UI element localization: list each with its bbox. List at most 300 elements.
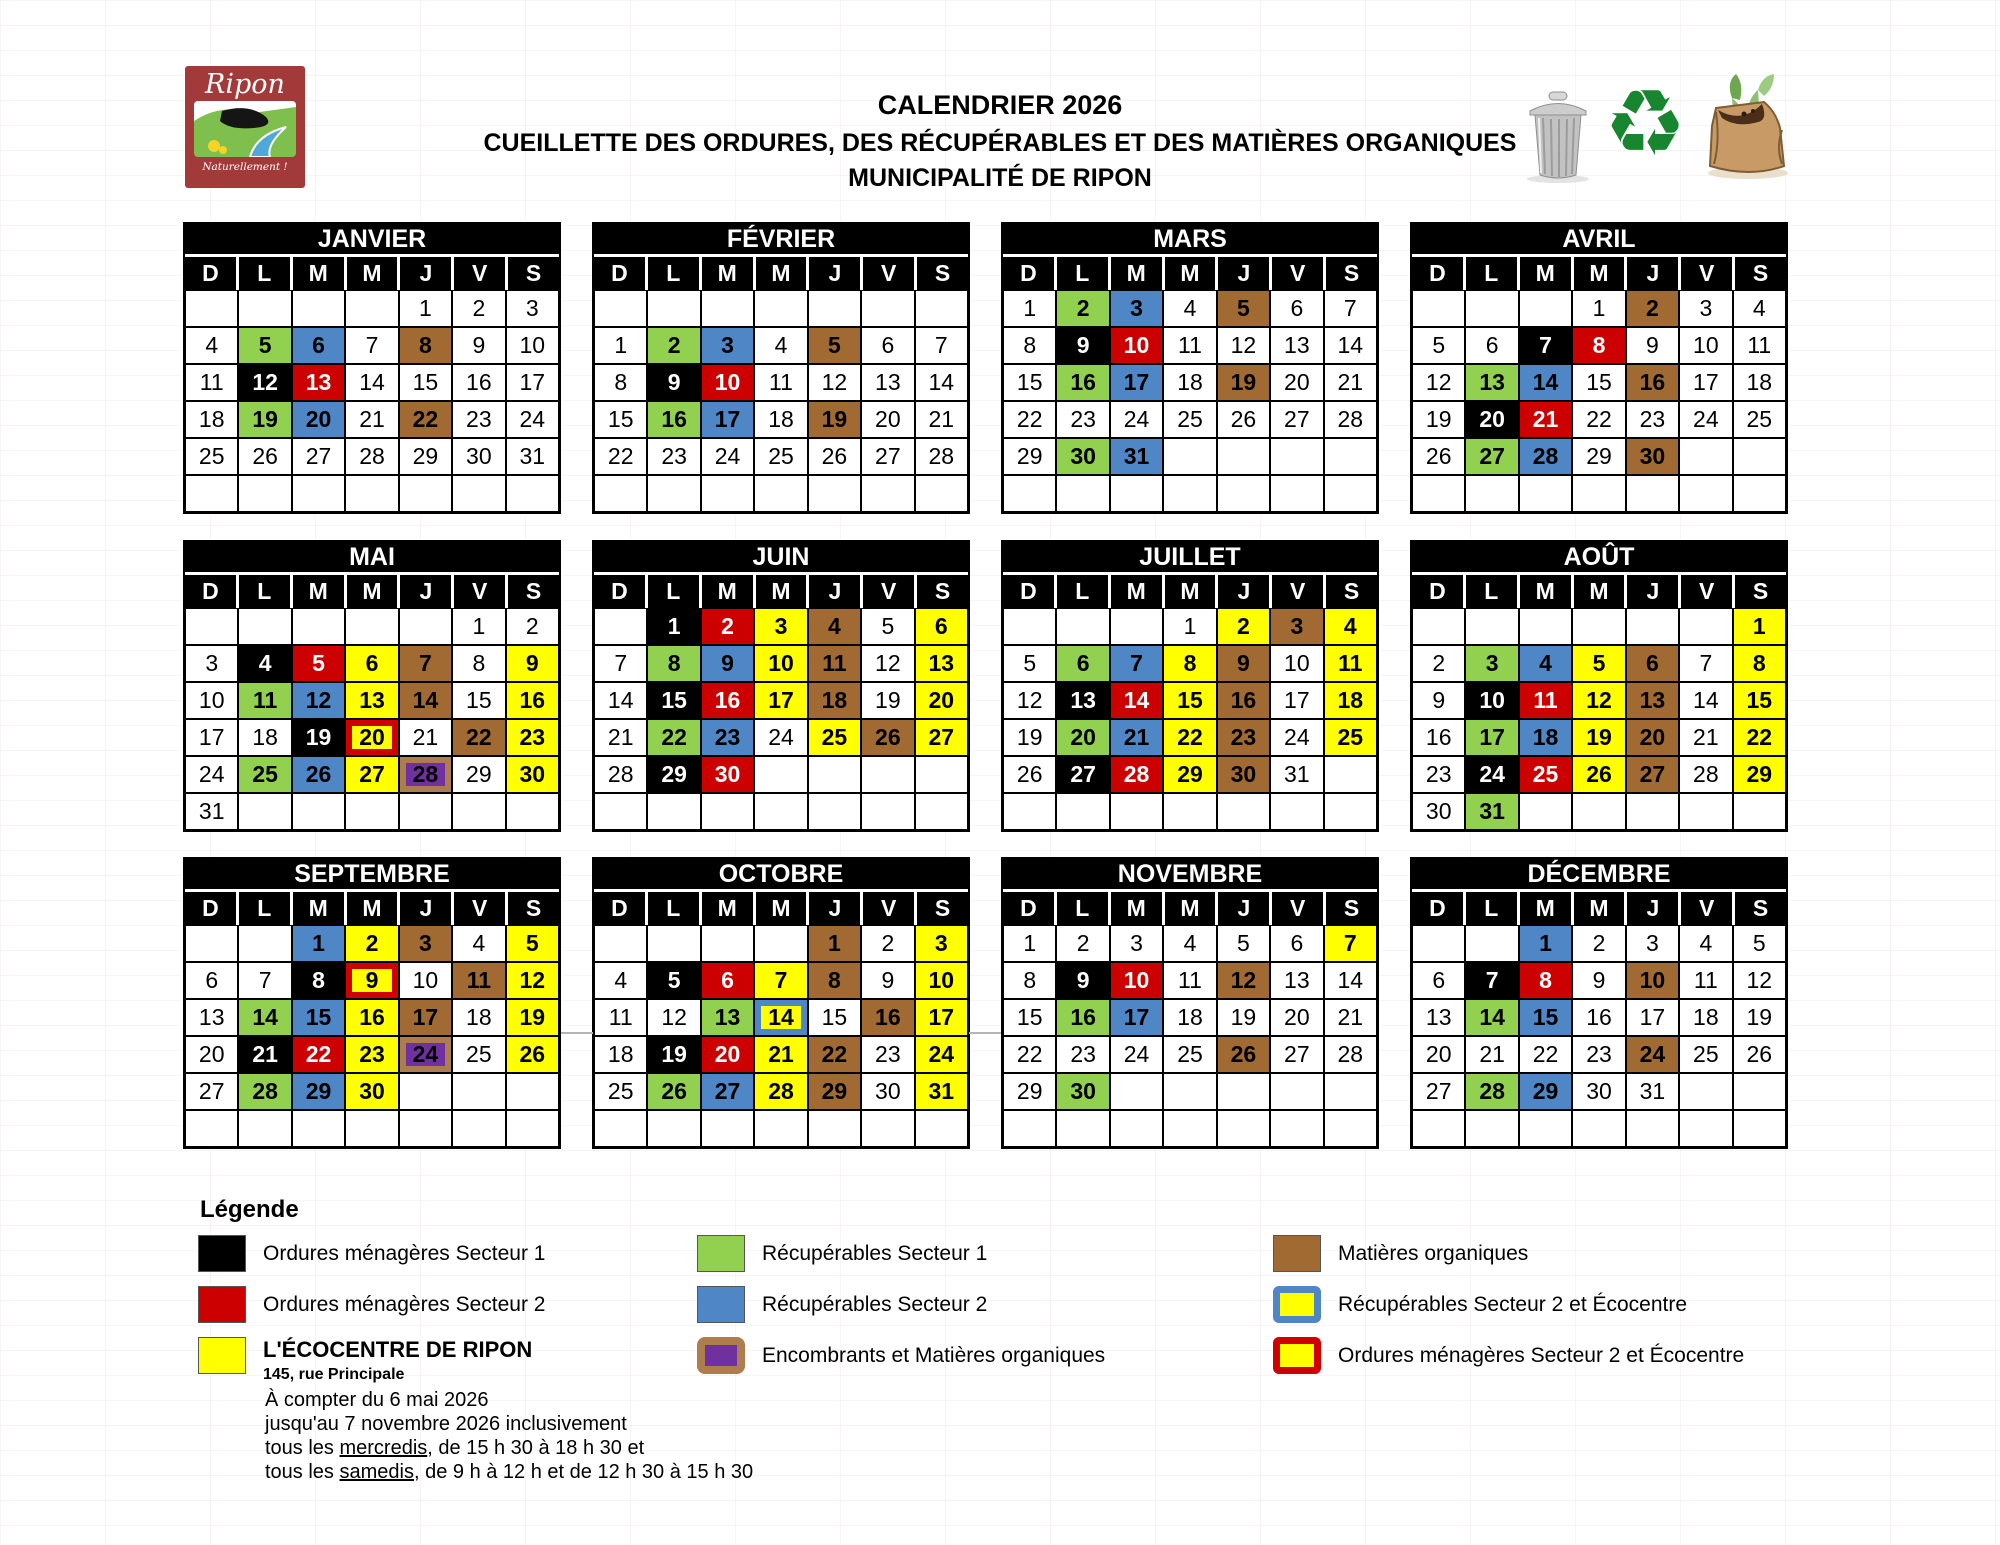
day-cell: 18 <box>1519 719 1572 756</box>
day-cell-empty <box>1572 793 1625 830</box>
day-cell: 25 <box>594 1073 647 1110</box>
day-cell-empty <box>808 475 861 512</box>
day-cell: 19 <box>292 719 345 756</box>
day-cell: 18 <box>185 401 238 438</box>
day-cell-empty <box>647 793 700 830</box>
day-cell: 13 <box>185 999 238 1036</box>
day-cell-empty <box>1003 793 1056 830</box>
weekday-label: S <box>508 257 559 290</box>
day-cell: 29 <box>647 756 700 793</box>
day-cell: 15 <box>808 999 861 1036</box>
day-cell: 12 <box>861 645 914 682</box>
legend-swatch-yb <box>1273 1286 1321 1323</box>
weekday-label: M <box>702 892 756 925</box>
day-cell-empty <box>808 756 861 793</box>
day-cell: 15 <box>594 401 647 438</box>
day-cell-empty <box>594 793 647 830</box>
legend-item <box>1273 1286 1687 1323</box>
legend-label: Récupérables Secteur 1 <box>762 1241 988 1265</box>
day-cell: 24 <box>915 1036 968 1073</box>
day-cell: 8 <box>1163 645 1216 682</box>
day-cell: 6 <box>1465 327 1518 364</box>
day-cell: 5 <box>1412 327 1465 364</box>
day-cell: 19 <box>647 1036 700 1073</box>
day-cell: 30 <box>701 756 754 793</box>
legend-swatch-pbr <box>697 1337 745 1374</box>
legend-swatch-g <box>697 1235 745 1272</box>
weekday-label: S <box>1735 257 1786 290</box>
day-cell: 14 <box>1519 364 1572 401</box>
day-cell: 27 <box>1412 1073 1465 1110</box>
day-cell: 23 <box>1056 401 1109 438</box>
day-cell: 14 <box>594 682 647 719</box>
day-cell: 11 <box>754 364 807 401</box>
day-cell-empty <box>1056 793 1109 830</box>
day-cell: 1 <box>292 925 345 962</box>
day-cell: 3 <box>185 645 238 682</box>
legend-label: Ordures ménagères Secteur 2 <box>263 1292 546 1316</box>
legend-label: Ordures ménagères Secteur 2 et Écocentre <box>1338 1343 1745 1367</box>
weekday-label: V <box>454 575 508 608</box>
day-cell-empty <box>1110 1110 1163 1147</box>
day-cell-empty <box>292 290 345 327</box>
day-cell-empty <box>1519 608 1572 645</box>
day-cell-empty <box>1412 925 1465 962</box>
note-line: À compter du 6 mai 2026 <box>265 1389 489 1411</box>
day-cell: 9 <box>452 327 505 364</box>
weekday-label: D <box>1003 892 1057 925</box>
day-cell: 21 <box>754 1036 807 1073</box>
day-cell: 26 <box>238 438 291 475</box>
weekday-label: M <box>1520 892 1574 925</box>
day-cell: 21 <box>1324 999 1377 1036</box>
day-cell: 9 <box>1056 327 1109 364</box>
day-cell-empty <box>506 1110 559 1147</box>
month-janvier <box>183 222 561 514</box>
day-cell: 8 <box>1003 327 1056 364</box>
day-cell: 7 <box>1110 645 1163 682</box>
day-cell: 28 <box>1679 756 1732 793</box>
day-cell: 10 <box>1679 327 1732 364</box>
day-cell-empty <box>345 793 398 830</box>
day-cell: 2 <box>861 925 914 962</box>
legend-sublabel: 145, rue Principale <box>263 1366 405 1383</box>
day-cell: 28 <box>915 438 968 475</box>
day-cell: 19 <box>1572 719 1625 756</box>
weekday-label: M <box>1111 257 1165 290</box>
day-cell: 14 <box>345 364 398 401</box>
day-cell-empty <box>701 925 754 962</box>
weekday-label: M <box>1574 892 1628 925</box>
page-break-dash <box>561 1032 593 1034</box>
day-cell: 13 <box>1412 999 1465 1036</box>
month-novembre <box>1001 857 1379 1149</box>
day-cell: 12 <box>1733 962 1786 999</box>
day-cell: 29 <box>1733 756 1786 793</box>
day-cell-empty <box>238 793 291 830</box>
day-cell: 4 <box>808 608 861 645</box>
day-cell: 21 <box>1679 719 1732 756</box>
day-cell-empty <box>915 475 968 512</box>
weekday-label: V <box>1681 257 1735 290</box>
weekday-label: L <box>648 257 702 290</box>
day-cell: 8 <box>1572 327 1625 364</box>
day-cell: 11 <box>1324 645 1377 682</box>
day-cell: 23 <box>1572 1036 1625 1073</box>
month-title: AVRIL <box>1412 224 1786 254</box>
day-cell-empty <box>754 925 807 962</box>
day-cell: 28 <box>754 1073 807 1110</box>
day-cell-empty <box>1519 475 1572 512</box>
day-cell-empty <box>594 290 647 327</box>
day-cell: 12 <box>1217 962 1270 999</box>
day-cell: 18 <box>754 401 807 438</box>
day-cell-empty <box>238 475 291 512</box>
day-cell: 21 <box>1110 719 1163 756</box>
month-title: MAI <box>185 542 559 572</box>
day-cell-empty <box>1465 925 1518 962</box>
weekday-label: M <box>293 892 347 925</box>
day-cell: 28 <box>1465 1073 1518 1110</box>
day-cell: 13 <box>1056 682 1109 719</box>
day-cell: 14 <box>1679 682 1732 719</box>
day-cell-empty <box>1679 438 1732 475</box>
month-avril <box>1410 222 1788 514</box>
month-mai <box>183 540 561 832</box>
day-cell: 20 <box>1056 719 1109 756</box>
day-cell-empty <box>1163 793 1216 830</box>
weekday-label: J <box>809 892 863 925</box>
day-cell: 29 <box>1163 756 1216 793</box>
day-cell: 29 <box>1572 438 1625 475</box>
day-cell-empty <box>701 290 754 327</box>
day-cell: 1 <box>1003 290 1056 327</box>
day-cell-empty <box>647 1110 700 1147</box>
day-cell-empty <box>1003 475 1056 512</box>
day-cell-empty <box>1217 1073 1270 1110</box>
day-cell: 9 <box>861 962 914 999</box>
weekday-label: V <box>863 257 917 290</box>
weekday-label: L <box>1466 892 1520 925</box>
day-cell: 10 <box>915 962 968 999</box>
day-cell: 13 <box>292 364 345 401</box>
day-cell: 20 <box>185 1036 238 1073</box>
weekday-label: V <box>863 575 917 608</box>
day-cell: 11 <box>1733 327 1786 364</box>
day-cell-empty <box>754 290 807 327</box>
day-cell: 24 <box>1110 401 1163 438</box>
day-cell: 3 <box>1110 290 1163 327</box>
ecocentre-note <box>265 1388 753 1484</box>
weekday-label: D <box>1003 575 1057 608</box>
day-cell: 27 <box>701 1073 754 1110</box>
day-cell-empty <box>701 793 754 830</box>
weekday-label: M <box>293 575 347 608</box>
day-cell: 26 <box>861 719 914 756</box>
day-cell-empty <box>1217 475 1270 512</box>
day-cell-empty <box>1270 1073 1323 1110</box>
day-cell-empty <box>292 1110 345 1147</box>
weekday-label: M <box>702 575 756 608</box>
day-cell: 8 <box>808 962 861 999</box>
day-cell: 1 <box>1163 608 1216 645</box>
weekday-label: M <box>347 257 401 290</box>
day-cell-empty <box>399 475 452 512</box>
day-cell-empty <box>452 475 505 512</box>
day-cell-empty <box>1733 438 1786 475</box>
day-cell: 4 <box>594 962 647 999</box>
day-cell-empty <box>1412 475 1465 512</box>
day-cell: 4 <box>1324 608 1377 645</box>
day-cell: 15 <box>1003 999 1056 1036</box>
day-cell: 9 <box>701 645 754 682</box>
day-cell: 17 <box>185 719 238 756</box>
day-cell: 14 <box>238 999 291 1036</box>
day-cell-empty <box>1217 1110 1270 1147</box>
day-cell: 9 <box>1572 962 1625 999</box>
day-cell: 30 <box>1572 1073 1625 1110</box>
legend-item <box>198 1286 545 1323</box>
day-cell: 8 <box>1519 962 1572 999</box>
weekday-label: S <box>1326 892 1377 925</box>
day-cell-empty <box>506 475 559 512</box>
legend-item <box>1273 1235 1528 1272</box>
day-cell: 12 <box>506 962 559 999</box>
legend-item <box>697 1337 1105 1374</box>
day-cell-empty <box>1110 608 1163 645</box>
day-cell: 16 <box>701 682 754 719</box>
weekday-label: L <box>1057 575 1111 608</box>
month-juillet <box>1001 540 1379 832</box>
day-cell: 16 <box>647 401 700 438</box>
weekday-label: D <box>185 257 239 290</box>
legend-swatch-b <box>697 1286 745 1323</box>
weekday-label: S <box>508 575 559 608</box>
day-cell-empty <box>861 756 914 793</box>
day-cell-empty <box>1465 1110 1518 1147</box>
day-cell-empty <box>1572 608 1625 645</box>
day-cell: 27 <box>292 438 345 475</box>
day-cell: 25 <box>1519 756 1572 793</box>
day-cell: 5 <box>647 962 700 999</box>
day-cell: 26 <box>1217 1036 1270 1073</box>
month-juin <box>592 540 970 832</box>
day-cell: 22 <box>1163 719 1216 756</box>
day-cell: 26 <box>647 1073 700 1110</box>
day-cell: 6 <box>1270 925 1323 962</box>
day-cell: 9 <box>506 645 559 682</box>
day-cell: 2 <box>1572 925 1625 962</box>
day-cell: 18 <box>594 1036 647 1073</box>
day-cell: 1 <box>399 290 452 327</box>
day-cell: 13 <box>1270 327 1323 364</box>
day-cell: 20 <box>1270 364 1323 401</box>
weekday-label: M <box>756 892 810 925</box>
legend-label: Ordures ménagères Secteur 1 <box>263 1241 546 1265</box>
day-cell: 17 <box>915 999 968 1036</box>
page-municipality: MUNICIPALITÉ DE RIPON <box>848 164 1152 192</box>
weekday-label: L <box>239 257 293 290</box>
day-cell: 17 <box>1679 364 1732 401</box>
day-cell: 12 <box>1572 682 1625 719</box>
day-cell: 22 <box>808 1036 861 1073</box>
day-cell-empty <box>345 1110 398 1147</box>
day-cell: 24 <box>1110 1036 1163 1073</box>
day-cell-empty <box>1519 1110 1572 1147</box>
day-cell-empty <box>1733 1110 1786 1147</box>
day-cell: 5 <box>292 645 345 682</box>
day-cell: 23 <box>647 438 700 475</box>
day-cell: 23 <box>701 719 754 756</box>
month-title: JUIN <box>594 542 968 572</box>
day-cell: 16 <box>1217 682 1270 719</box>
weekday-label: J <box>1627 257 1681 290</box>
day-cell-empty <box>1270 475 1323 512</box>
legend-label: L'ÉCOCENTRE DE RIPON <box>263 1337 533 1362</box>
day-cell-empty <box>399 1073 452 1110</box>
weekday-label: D <box>1003 257 1057 290</box>
day-cell: 23 <box>452 401 505 438</box>
day-cell: 26 <box>292 756 345 793</box>
day-cell: 22 <box>292 1036 345 1073</box>
day-cell-empty <box>1465 290 1518 327</box>
weekday-label: S <box>1735 575 1786 608</box>
day-cell-empty <box>594 475 647 512</box>
day-cell: 2 <box>452 290 505 327</box>
day-cell: 6 <box>1270 290 1323 327</box>
day-cell-empty <box>238 925 291 962</box>
weekday-label: L <box>239 575 293 608</box>
day-cell: 20 <box>1626 719 1679 756</box>
day-cell-empty <box>292 475 345 512</box>
day-cell: 7 <box>1465 962 1518 999</box>
day-cell-empty <box>185 925 238 962</box>
legend-swatch-r <box>198 1286 246 1323</box>
day-cell: 25 <box>1324 719 1377 756</box>
day-cell: 11 <box>594 999 647 1036</box>
day-cell: 25 <box>808 719 861 756</box>
day-cell: 29 <box>1003 1073 1056 1110</box>
day-cell: 27 <box>345 756 398 793</box>
day-cell: 19 <box>861 682 914 719</box>
day-cell: 15 <box>292 999 345 1036</box>
weekday-label: M <box>1165 892 1219 925</box>
day-cell: 9 <box>1217 645 1270 682</box>
day-cell: 3 <box>506 290 559 327</box>
day-cell-empty <box>1217 793 1270 830</box>
day-cell: 20 <box>1412 1036 1465 1073</box>
weekday-label: D <box>1412 575 1466 608</box>
day-cell: 31 <box>1270 756 1323 793</box>
day-cell: 10 <box>1465 682 1518 719</box>
day-cell: 1 <box>452 608 505 645</box>
day-cell: 18 <box>1679 999 1732 1036</box>
weekday-label: L <box>1466 575 1520 608</box>
day-cell: 23 <box>1056 1036 1109 1073</box>
day-cell: 31 <box>1110 438 1163 475</box>
day-cell: 23 <box>861 1036 914 1073</box>
day-cell: 9 <box>1056 962 1109 999</box>
legend-label: Récupérables Secteur 2 et Écocentre <box>1338 1292 1688 1316</box>
day-cell: 10 <box>506 327 559 364</box>
day-cell: 7 <box>915 327 968 364</box>
page-subtitle: CUEILLETTE DES ORDURES, DES RÉCUPÉRABLES ET DES MATIÈRES ORGANIQUES <box>483 129 1517 157</box>
day-cell-empty <box>701 1110 754 1147</box>
day-cell: 19 <box>1217 364 1270 401</box>
day-cell-empty <box>1270 1110 1323 1147</box>
day-cell: 12 <box>238 364 291 401</box>
day-cell: 10 <box>185 682 238 719</box>
day-cell-empty <box>754 793 807 830</box>
day-cell-empty <box>1626 793 1679 830</box>
day-cell: 5 <box>1217 290 1270 327</box>
note-line: tous les mercredis, de 15 h 30 à 18 h 30 et <box>265 1437 645 1459</box>
day-cell: 8 <box>1003 962 1056 999</box>
day-cell: 13 <box>1465 364 1518 401</box>
day-cell: 27 <box>1056 756 1109 793</box>
weekday-label: D <box>1412 257 1466 290</box>
day-cell: 24 <box>399 1036 452 1073</box>
day-cell: 14 <box>1324 327 1377 364</box>
day-cell: 17 <box>754 682 807 719</box>
day-cell-empty <box>1679 793 1732 830</box>
day-cell: 15 <box>1572 364 1625 401</box>
day-cell: 3 <box>1679 290 1732 327</box>
day-cell-empty <box>1412 1110 1465 1147</box>
day-cell: 19 <box>1003 719 1056 756</box>
weekday-label: S <box>508 892 559 925</box>
day-cell: 11 <box>1163 327 1216 364</box>
day-cell: 8 <box>452 645 505 682</box>
weekday-label: D <box>594 575 648 608</box>
day-cell: 13 <box>345 682 398 719</box>
day-cell: 18 <box>238 719 291 756</box>
day-cell-empty <box>1163 475 1216 512</box>
day-cell: 29 <box>452 756 505 793</box>
day-cell-empty <box>1679 475 1732 512</box>
day-cell-empty <box>1110 1073 1163 1110</box>
day-cell: 24 <box>1465 756 1518 793</box>
day-cell: 30 <box>861 1073 914 1110</box>
day-cell: 20 <box>292 401 345 438</box>
day-cell: 7 <box>345 327 398 364</box>
day-cell-empty <box>594 608 647 645</box>
month-title: SEPTEMBRE <box>185 859 559 889</box>
weekday-label: J <box>1218 892 1272 925</box>
day-cell-empty <box>1324 1073 1377 1110</box>
day-cell: 27 <box>915 719 968 756</box>
weekday-label: V <box>863 892 917 925</box>
weekday-label: M <box>1165 575 1219 608</box>
day-cell-empty <box>1733 793 1786 830</box>
day-cell: 5 <box>1003 645 1056 682</box>
day-cell: 18 <box>1163 999 1216 1036</box>
day-cell: 2 <box>345 925 398 962</box>
weekday-label: S <box>917 257 968 290</box>
day-cell: 23 <box>1217 719 1270 756</box>
day-cell: 6 <box>1056 645 1109 682</box>
day-cell: 15 <box>452 682 505 719</box>
legend-item <box>697 1235 987 1272</box>
day-cell: 21 <box>1519 401 1572 438</box>
day-cell: 16 <box>1572 999 1625 1036</box>
day-cell-empty <box>452 1073 505 1110</box>
day-cell: 2 <box>1412 645 1465 682</box>
day-cell-empty <box>185 1110 238 1147</box>
day-cell-empty <box>1733 1073 1786 1110</box>
day-cell: 17 <box>1465 719 1518 756</box>
day-cell: 1 <box>1572 290 1625 327</box>
